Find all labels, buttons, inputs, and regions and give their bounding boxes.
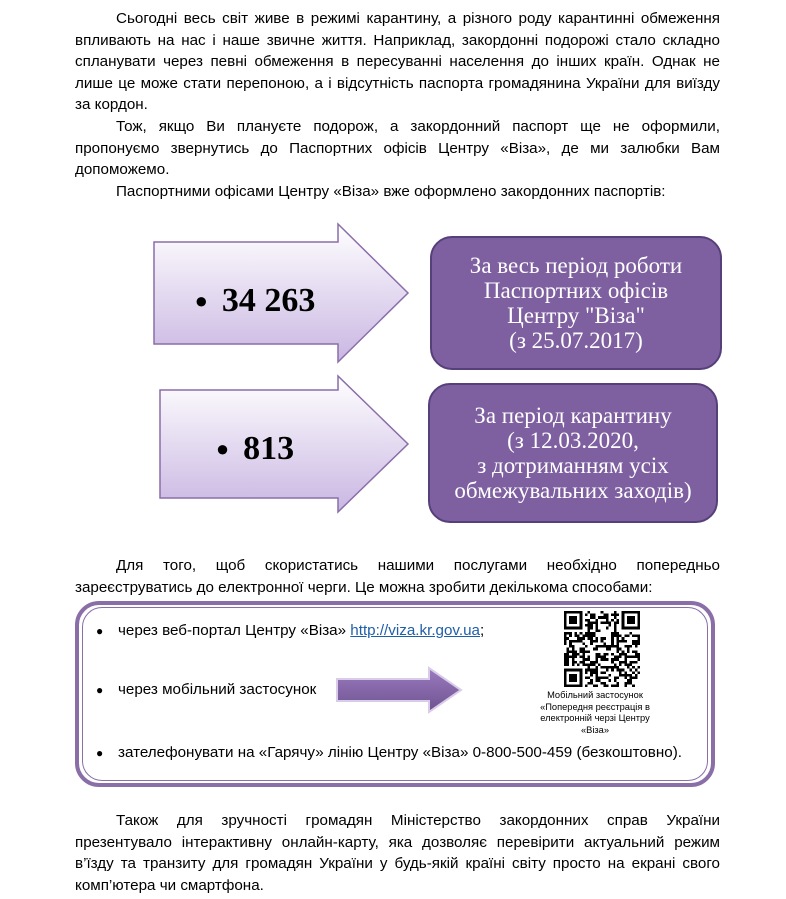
method-mobile: через мобільний застосунок [118,681,317,698]
viza-portal-link[interactable]: http://viza.kr.gov.ua [350,622,481,639]
stat-quarantine-label-line: За період карантину [474,403,672,428]
bullet-icon: ● [96,624,104,638]
arrow-right-icon [335,666,465,716]
bullet-icon: ● [96,746,104,760]
qr-caption-line: «Попередня реєстрація в [540,701,650,712]
stat-quarantine-label-line: (з 12.03.2020, [507,428,639,453]
stat-quarantine-value [180,414,330,484]
method-web [118,621,484,641]
stat-quarantine-box [428,383,718,523]
qr-code-icon [564,611,640,687]
registration-paragraph: Для того, щоб скористатись нашими послугами необхідно попередньо зареєструватись до електронної черги. Це можна зробити декількома способами: [75,557,720,596]
stats-intro: Паспортними офісами Центру «Віза» вже оформлено закордонних паспортів: [116,183,666,200]
stat-total-number: 34 263 [221,282,316,319]
stat-total-label-line: (з 25.07.2017) [509,328,643,353]
closing-paragraph: Також для зручності громадян Міністерство закордонних справ України презентувало інтерактивну онлайн-карту, яка дозволяє перевірити актуальний режим в’їзду та транзиту для громадян України у будь-якій країні світу просто на екрані свого комп’ютера чи смартфона. [75,812,720,894]
bullet-icon: ● [96,683,104,697]
bullet-icon: ● [215,436,230,461]
stat-total-label-line: Центру "Віза" [507,303,645,328]
qr-caption-line: електронній черзі Центру «Віза» [540,713,650,735]
method-web-suffix: ; [480,622,485,639]
stat-quarantine-label-line: з дотриманням усіх [477,453,669,478]
intro-paragraph: Сьогодні весь світ живе в режимі карантину, а різного роду карантинні обмеження впливають на нас і наше звичне життя. Наприклад, закордонні подорожі стало складно спланувати через певні обмеження в пересуванні населення до інших країн. Однак не лише це може стати перепоною, а і відсутність паспорта громадянина України для виїзду за кордон. [75,10,720,114]
bullet-icon: ● [194,288,208,313]
stat-total-box [430,236,722,370]
method-web-text: через веб-портал Центру «Віза» [118,622,351,639]
stat-total-value [170,266,340,336]
stat-total-label-line: Паспортних офісів [483,278,669,303]
qr-caption [533,690,657,736]
qr-caption-line: Мобільний застосунок [547,690,643,700]
offer-paragraph: Тож, якщо Ви плануєте подорож, а закордонний паспорт ще не оформили, пропонуємо звернутись до Паспортних офісів Центру «Віза», де ми залюбки Вам допоможемо. [75,118,720,179]
stat-total-label-line: За весь період роботи [469,253,683,278]
method-phone: зателефонувати на «Гарячу» лінію Центру «Віза» 0-800-500-459 (безкоштовно). [118,744,682,761]
stat-quarantine-label-line: обмежувальних заходів) [454,478,692,503]
stat-quarantine-number: 813 [243,430,295,467]
